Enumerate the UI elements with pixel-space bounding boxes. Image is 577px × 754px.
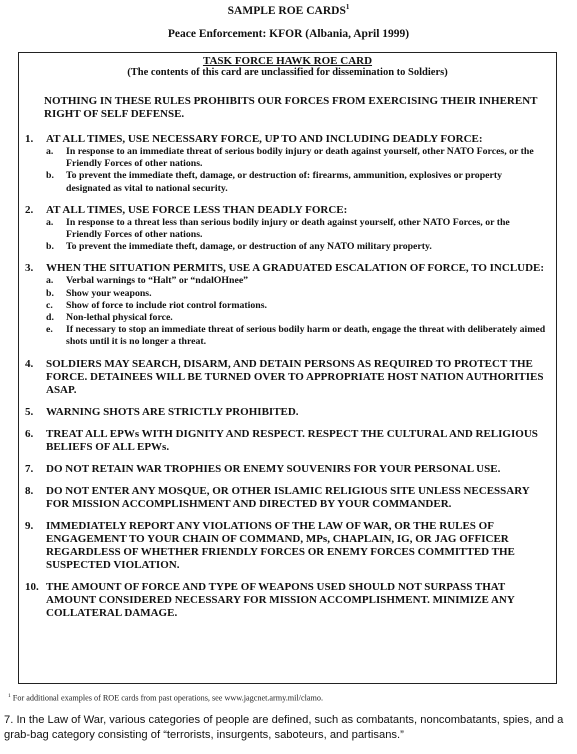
rule-item — [19, 520, 558, 572]
rule-text: AT ALL TIMES, USE FORCE LESS THAN DEADLY FORCE: — [46, 203, 348, 216]
rule-item — [19, 262, 558, 348]
rule-subitem — [46, 170, 546, 194]
page-title: SAMPLE ROE CARDS$^1$ — [227, 3, 350, 17]
subitem-text: In response to an immediate threat of serious bodily injury or death against yourself, other NATO Forces, or the Friendly Forces of other nations. — [66, 146, 534, 170]
rule-item — [19, 133, 558, 195]
subitem-text: In response to a threat less than serious bodily injury or death against yourself, other NATO Forces, or the Friendly Forces of other nations. — [66, 216, 510, 241]
rule-item — [19, 463, 558, 476]
rule-text: DO NOT RETAIN WAR TROPHIES OR ENEMY SOUVENIRS FOR YOUR PERSONAL USE. — [46, 462, 501, 475]
footnote-reference: 1 — [345, 3, 350, 11]
subitem-letter: d. — [46, 312, 54, 324]
rule-subitem — [46, 217, 546, 241]
subitem-text: Verbal warnings to “Halt” or “ndalOHnee” — [66, 275, 249, 287]
rule-subitem — [46, 324, 546, 348]
page-subtitle: Peace Enforcement: KFOR (Albania, April 1999) — [167, 28, 410, 40]
subitem-letter: a. — [46, 275, 54, 287]
rule-number: 5. — [25, 405, 34, 418]
card-subtitle: (The contents of this card are unclassified for dissemination to Soldiers) — [127, 67, 448, 78]
card-intro: NOTHING IN THESE RULES PROHIBITS OUR FORCES FROM EXERCISING THEIR INHERENT RIGHT OF SELF DEFENSE. — [44, 95, 538, 120]
rule-number: 3. — [25, 262, 34, 275]
rule-text: THE AMOUNT OF FORCE AND TYPE OF WEAPONS USED SHOULD NOT SURPASS THAT AMOUNT CONSIDERED NECESSARY FOR MISSION ACCOMPLISHMENT. MINIMIZE ANY COLLATERAL DAMAGE. — [46, 580, 515, 619]
rule-number: 10. — [25, 580, 39, 593]
subitem-text: Non-lethal physical force. — [66, 312, 173, 324]
rule-number: 9. — [25, 519, 34, 532]
rule-subitem — [46, 300, 546, 312]
subitem-letter: a. — [46, 216, 54, 228]
subitem-letter: c. — [46, 299, 53, 311]
rule-text: IMMEDIATELY REPORT ANY VIOLATIONS OF THE LAW OF WAR, OR THE RULES OF ENGAGEMENT TO YOUR CHAIN OF COMMAND, MPs, CHAPLAIN, IG, OR JAG OFFICER REGARDLESS OF WHETHER FRIENDLY FORCES OR ENEMY FORCES COMMITTED THE SUSPECTED VIOLATION. — [46, 519, 515, 571]
subitem-text: Show of force to include riot control formations. — [66, 299, 267, 311]
caption-text: 7. In the Law of War, various categories of people are defined, such as combatants, noncombatants, spies, and a grab-bag category consisting of “terrorists, insurgents, saboteurs, and partisans.” — [4, 714, 564, 741]
subitem-text: To prevent the immediate theft, damage, or destruction of any NATO military property. — [66, 241, 432, 253]
roe-card — [18, 52, 557, 684]
rule-number: 8. — [25, 484, 34, 497]
rule-item — [19, 485, 558, 511]
rule-text: WHEN THE SITUATION PERMITS, USE A GRADUATED ESCALATION OF FORCE, TO INCLUDE: — [46, 262, 545, 275]
rule-item — [19, 581, 558, 620]
rule-number: 4. — [25, 357, 34, 370]
rule-item — [19, 358, 558, 397]
rule-text: DO NOT ENTER ANY MOSQUE, OR OTHER ISLAMIC RELIGIOUS SITE UNLESS NECESSARY FOR MISSION ACCOMPLISHMENT AND DIRECTED BY YOUR COMMANDER. — [46, 484, 530, 510]
subitem-letter: b. — [46, 287, 54, 299]
subitem-letter: e. — [46, 324, 53, 336]
subitem-text: If necessary to stop an immediate threat of serious bodily harm or death, engage the threat with deliberately aimed shots until it is no longer a threat. — [66, 324, 546, 348]
rules-list — [19, 133, 558, 629]
rule-subitem — [46, 241, 546, 253]
rule-item — [19, 428, 558, 454]
rule-item — [19, 406, 558, 419]
rule-item — [19, 204, 558, 254]
rule-number: 6. — [25, 427, 34, 440]
subitem-letter: b. — [46, 170, 54, 182]
rule-number: 1. — [25, 133, 34, 145]
rule-subitem — [46, 146, 546, 170]
rule-text: SOLDIERS MAY SEARCH, DISARM, AND DETAIN PERSONS AS REQUIRED TO PROTECT THE FORCE. DETAINEES WILL BE TURNED OVER TO APPROPRIATE HOST NATION AUTHORITIES ASAP. — [46, 357, 544, 396]
rule-text: AT ALL TIMES, USE NECESSARY FORCE, UP TO AND INCLUDING DEADLY FORCE: — [46, 133, 483, 145]
footnote — [8, 693, 568, 703]
rule-text: WARNING SHOTS ARE STRICTLY PROHIBITED. — [46, 405, 299, 418]
footnote-text: For additional examples of ROE cards from past operations, see www.jagcnet.army.mil/clamo. — [12, 693, 324, 703]
rule-subitem — [46, 288, 546, 300]
rule-subitem — [46, 312, 546, 324]
subitem-text: Show your weapons. — [66, 287, 152, 299]
rule-number: 7. — [25, 462, 34, 475]
subitem-text: To prevent the immediate theft, damage, or destruction of: firearms, ammunition, explosives or property designated as vital to national security. — [66, 170, 503, 194]
card-title: TASK FORCE HAWK ROE CARD — [202, 55, 373, 67]
footnote-mark: 1 — [8, 693, 11, 699]
rule-subitem — [46, 275, 546, 287]
subitem-letter: a. — [46, 146, 54, 157]
subitem-letter: b. — [46, 241, 54, 253]
rule-text: TREAT ALL EPWs WITH DIGNITY AND RESPECT. RESPECT THE CULTURAL AND RELIGIOUS BELIEFS OF ALL EPWs. — [46, 427, 538, 453]
rule-number: 2. — [25, 203, 34, 216]
